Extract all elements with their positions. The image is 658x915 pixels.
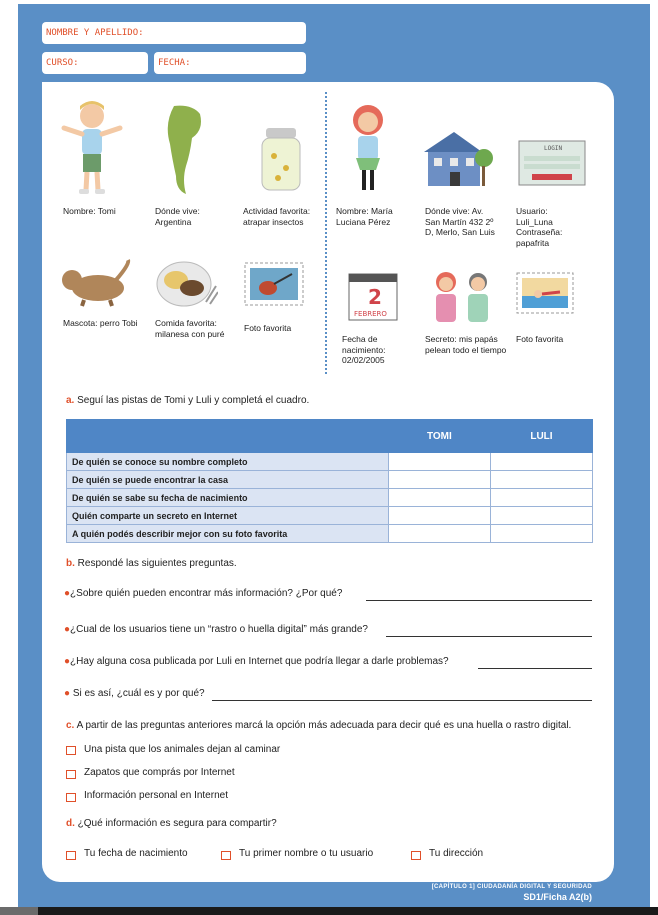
section-d-marker: d. <box>66 818 75 829</box>
boy-illustration-icon <box>58 98 126 198</box>
question-2 <box>64 624 368 635</box>
answer-line-2[interactable] <box>386 636 592 637</box>
option-d3-label: Tu dirección <box>429 848 484 859</box>
milanesa-plate-icon <box>154 256 218 312</box>
answer-line-1[interactable] <box>366 600 592 601</box>
profiles-divider <box>325 92 327 374</box>
question-1 <box>64 588 342 599</box>
tomi-food-caption: Comida favorita: milanesa con puré <box>155 318 225 339</box>
login-text: LOGIN <box>544 145 563 152</box>
tomi-activity-caption: Actividad favorita: atrapar insectos <box>243 206 311 227</box>
section-c-marker: c. <box>66 720 75 731</box>
luli-birth-caption: Fecha de nacimiento: 02/02/2005 <box>342 334 386 365</box>
bottom-strip-left <box>0 907 38 915</box>
tomi-cell[interactable] <box>388 453 490 471</box>
calendar-day: 2 <box>368 285 382 309</box>
sheet-id-footer: SD1/Ficha A2(b) <box>523 892 592 902</box>
section-c-instruction <box>66 720 571 731</box>
answer-line-4[interactable] <box>212 700 592 701</box>
option-d1-label: Tu fecha de nacimiento <box>84 848 188 859</box>
name-field[interactable] <box>42 22 306 44</box>
login-screen-icon <box>518 140 586 186</box>
tomi-photo-caption: Foto favorita <box>244 323 292 333</box>
guitar-stamp-icon <box>244 262 304 306</box>
parents-arguing-icon <box>428 268 496 328</box>
table-row <box>67 507 593 525</box>
course-field[interactable] <box>42 52 148 74</box>
option-d2-checkbox[interactable] <box>221 851 231 860</box>
option-c2-checkbox[interactable] <box>66 770 76 779</box>
date-field[interactable] <box>154 52 306 74</box>
name-label: NOMBRE Y APELLIDO: <box>46 28 144 38</box>
luli-cell[interactable] <box>490 453 592 471</box>
bottom-strip <box>0 907 658 915</box>
bullet-icon: ● <box>64 656 71 667</box>
tomi-cell[interactable] <box>388 525 490 543</box>
argentina-map-icon <box>162 104 206 196</box>
section-a-text: Seguí las pistas de Tomi y Luli y completá el cuadro. <box>77 395 310 406</box>
luli-lives-caption: Dónde vive: Av. San Martín 432 2º D, Merlo, San Luis <box>425 206 495 237</box>
bullet-icon: ● <box>64 688 71 699</box>
question-4-text: Si es así, ¿cuál es y por qué? <box>72 688 205 699</box>
option-d1-checkbox[interactable] <box>66 851 76 860</box>
row-label: De quién se conoce su nombre completo <box>67 453 389 471</box>
luli-name-caption: Nombre: María Luciana Pérez <box>336 206 393 227</box>
section-a-marker: a. <box>66 395 75 406</box>
luli-cell[interactable] <box>490 471 592 489</box>
tomi-cell[interactable] <box>388 507 490 525</box>
table-row <box>67 489 593 507</box>
question-1-text: ¿Sobre quién pueden encontrar más información? ¿Por qué? <box>70 588 343 599</box>
option-c1-checkbox[interactable] <box>66 746 76 755</box>
option-d2-label: Tu primer nombre o tu usuario <box>239 848 374 859</box>
chapter-footer: [CAPÍTULO 1] CIUDADANÍA DIGITAL Y SEGURIDAD <box>431 884 592 890</box>
dog-illustration-icon <box>58 258 134 308</box>
table-header-tomi: TOMI <box>388 420 490 453</box>
row-label: De quién se sabe su fecha de nacimiento <box>67 489 389 507</box>
tomi-lives-caption: Dónde vive: Argentina <box>155 206 200 227</box>
table-header-blank <box>67 420 389 453</box>
row-label: Quién comparte un secreto en Internet <box>67 507 389 525</box>
course-label: CURSO: <box>46 58 79 68</box>
insect-jar-icon <box>260 124 304 194</box>
table-row <box>67 471 593 489</box>
date-label: FECHA: <box>158 58 191 68</box>
question-2-text: ¿Cual de los usuarios tiene un “rastro o huella digital” más grande? <box>70 624 368 635</box>
section-d-instruction <box>66 818 277 829</box>
section-b-text: Respondé las siguientes preguntas. <box>77 558 237 569</box>
section-a-instruction <box>66 395 309 406</box>
bullet-icon: ● <box>64 588 71 599</box>
girl-illustration-icon <box>346 102 390 198</box>
house-icon <box>420 126 494 190</box>
tomi-name-caption: Nombre: Tomi <box>63 206 116 216</box>
bullet-icon: ● <box>64 624 71 635</box>
tomi-cell[interactable] <box>388 489 490 507</box>
question-3 <box>64 656 449 667</box>
luli-cell[interactable] <box>490 489 592 507</box>
tomi-cell[interactable] <box>388 471 490 489</box>
option-c1-label: Una pista que los animales dejan al caminar <box>84 744 281 755</box>
clues-table <box>66 419 593 543</box>
row-label: A quién podés describir mejor con su foto favorita <box>67 525 389 543</box>
answer-line-3[interactable] <box>478 668 592 669</box>
option-c3-label: Información personal en Internet <box>84 790 228 801</box>
question-3-text: ¿Hay alguna cosa publicada por Luli en Internet que podría llegar a darle problemas? <box>70 656 449 667</box>
calendar-icon <box>348 270 398 322</box>
luli-cell[interactable] <box>490 525 592 543</box>
section-c-text: A partir de las preguntas anteriores marcá la opción más adecuada para decir qué es una huella o rastro digital. <box>76 720 572 731</box>
row-label: De quién se puede encontrar la casa <box>67 471 389 489</box>
luli-user-caption: Usuario: Luli_Luna Contraseña: papafrita <box>516 206 563 248</box>
section-b-marker: b. <box>66 558 75 569</box>
calendar-month: FEBRERO <box>354 310 387 318</box>
swimming-stamp-icon <box>516 272 574 314</box>
table-row <box>67 525 593 543</box>
table-header-luli: LULI <box>490 420 592 453</box>
option-c3-checkbox[interactable] <box>66 793 76 802</box>
section-d-text: ¿Qué información es segura para compartir? <box>77 818 277 829</box>
question-4 <box>64 688 205 699</box>
luli-secret-caption: Secreto: mis papás pelean todo el tiempo <box>425 334 507 355</box>
tomi-pet-caption: Mascota: perro Tobi <box>63 318 138 328</box>
option-d3-checkbox[interactable] <box>411 851 421 860</box>
option-c2-label: Zapatos que comprás por Internet <box>84 767 235 778</box>
table-row <box>67 453 593 471</box>
section-b-instruction <box>66 558 237 569</box>
luli-photo-caption: Foto favorita <box>516 334 564 344</box>
luli-cell[interactable] <box>490 507 592 525</box>
